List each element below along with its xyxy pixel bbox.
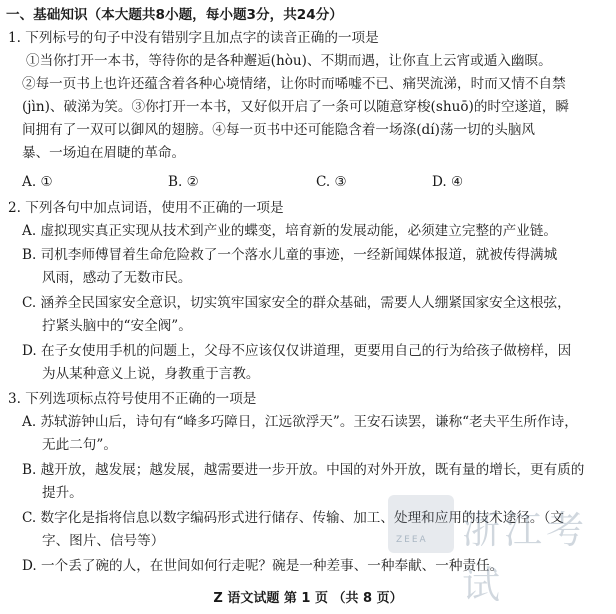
question-1-stem: 1. 下列标号的句子中没有错别字且加点字的读音正确的一项是: [8, 30, 379, 46]
q1-options: [22, 173, 602, 191]
q3-option-b: B. 越开放，越发展；越发展，越需要进一步开放。中国的对外开放，既有量的增长，更有质的: [22, 462, 585, 478]
q1-passage-line: 间拥有了一双可以御风的翅膀。④每一页书中还可能隐含着一场涤(dí)荡一切的头脑风: [22, 122, 536, 138]
question-2-stem: 2. 下列各句中加点词语，使用不正确的一项是: [8, 200, 284, 216]
q3-option-c: C. 数字化是指将信息以数字编码形式进行储存、传输、加工、处理和应用的技术途径。（文: [22, 510, 564, 526]
q2-option-b: B. 司机李师傅冒着生命危险救了一个落水儿童的事迹，一经新闻媒体报道，就被传得满城: [22, 247, 558, 263]
q3-option-d: D. 一个丢了碗的人，在世间如何行走呢？碗是一种差事、一种奉献、一种责任。: [22, 558, 504, 574]
q1-option-d: D. ④: [432, 174, 464, 190]
q1-option-b: B. ②: [168, 174, 199, 190]
q1-option-a: A. ①: [22, 174, 53, 190]
page-footer: Z 语文试题 第 1 页 （共 8 页）: [213, 591, 403, 606]
q1-passage-line: ②每一页书上也许还蕴含着各种心境情绪，让你时而唏嘘不已、痛哭流涕，时而又情不自禁: [22, 76, 566, 92]
q1-passage-line: 暴、一场迫在眉睫的革命。: [22, 145, 186, 161]
question-3-stem: 3. 下列选项标点符号使用不正确的一项是: [8, 391, 257, 407]
q1-passage-line: ①当你打开一本书，等待你的是各种邂逅(hòu)、不期而遇，让你直上云宵或遁入幽暝。: [26, 53, 552, 69]
q2-option-c-cont: 拧紧头脑中的“安全阀”。: [42, 318, 192, 334]
q3-option-a: A. 苏轼游钟山后，诗句有“峰多巧障日，江远欲浮天”。王安石读罢，谦称“老夫平生所作诗，: [22, 414, 578, 430]
q1-passage-line: (jìn)、破涕为笑。③你打开一本书，又好似开启了一条可以随意穿梭(shuō)的时空遂道，瞬: [22, 99, 569, 115]
q1-option-c: C. ③: [316, 174, 347, 190]
watermark: [388, 491, 614, 607]
watermark-text: 浙江考试: [462, 508, 589, 607]
q2-option-d-cont: 为从某种意义上说，身教重于言教。: [42, 366, 260, 382]
q3-option-a-cont: 无此二句”。: [42, 437, 117, 453]
q2-option-b-cont: 风雨，感动了无数市民。: [42, 270, 192, 286]
q3-option-c-cont: 字、图片、信号等）: [42, 533, 165, 549]
q2-option-d: D. 在子女使用手机的问题上，父母不应该仅仅讲道理，更要用自己的行为给孩子做榜样，因: [22, 343, 572, 359]
q3-option-b-cont: 提升。: [42, 485, 83, 501]
q2-option-a: A. 虚拟现实真正实现从技术到产业的蝶变，培育新的发展动能，必须建立完整的产业链。: [22, 223, 558, 239]
watermark-sub: ZEEA: [396, 535, 428, 545]
q2-option-c: C. 涵养全民国家安全意识，切实筑牢国家安全的群众基础，需要人人绷紧国家安全这根弦，: [22, 295, 571, 311]
section-title: 一、基础知识（本大题共8小题，每小题3分，共24分）: [6, 7, 343, 23]
